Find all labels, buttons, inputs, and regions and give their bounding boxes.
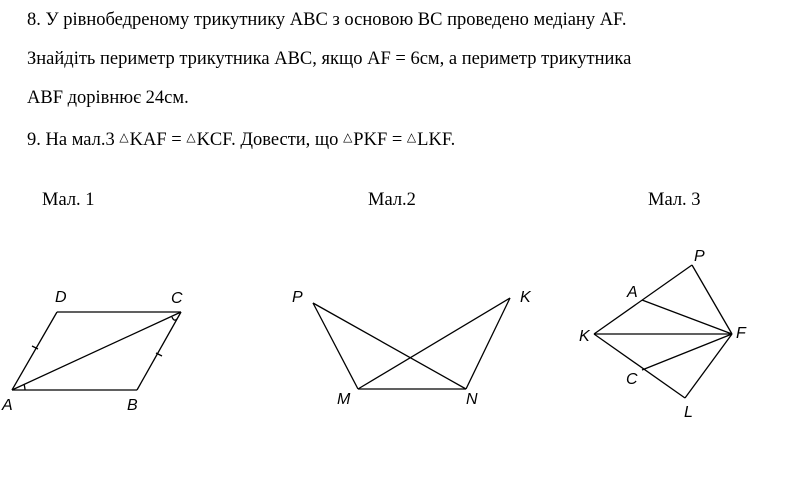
triangle-symbol-icon: △: [119, 130, 129, 144]
label-d: D: [55, 289, 67, 306]
label-m: M: [337, 391, 351, 408]
segment-af: [642, 300, 732, 334]
problem-8-line-2: Знайдіть периметр трикутника ABC, якщо AF = 6см, а периметр трикутника: [27, 49, 632, 69]
problem-9-part-3: PKF =: [353, 130, 407, 150]
problem-9-part-4: LKF.: [417, 130, 456, 150]
label-p: P: [694, 248, 705, 265]
label-a: A: [2, 397, 13, 414]
label-k: K: [579, 328, 590, 345]
segment-kl: [594, 334, 685, 398]
problem-9-part-1: KAF =: [129, 130, 187, 150]
caption-fig-1: Мал. 1: [42, 190, 95, 210]
problem-8-line-1: 8. У рівнобедреному трикутнику ABC з основою BC проведено медіану AF.: [27, 10, 627, 30]
caption-fig-3: Мал. 3: [648, 190, 701, 210]
label-p: P: [292, 289, 303, 306]
label-a: A: [627, 284, 638, 301]
label-f: F: [736, 325, 746, 342]
problem-9-prefix: 9. На мал.3: [27, 130, 120, 150]
segment-pf: [692, 265, 732, 334]
triangle-symbol-icon: △: [406, 130, 417, 144]
triangle-symbol-icon: △: [343, 130, 353, 144]
label-n: N: [466, 391, 478, 408]
label-k: K: [520, 289, 531, 306]
label-c: C: [171, 290, 183, 307]
label-b: B: [127, 397, 138, 414]
problem-9-part-2: KCF. Довести, що: [196, 130, 344, 150]
triangle-symbol-icon: △: [186, 130, 196, 144]
caption-fig-2: Мал.2: [368, 190, 416, 210]
problem-8-line-3: ABF дорівнює 24см.: [27, 88, 189, 108]
segment-kp: [594, 265, 692, 334]
label-l: L: [684, 404, 693, 421]
label-c: C: [626, 371, 638, 388]
